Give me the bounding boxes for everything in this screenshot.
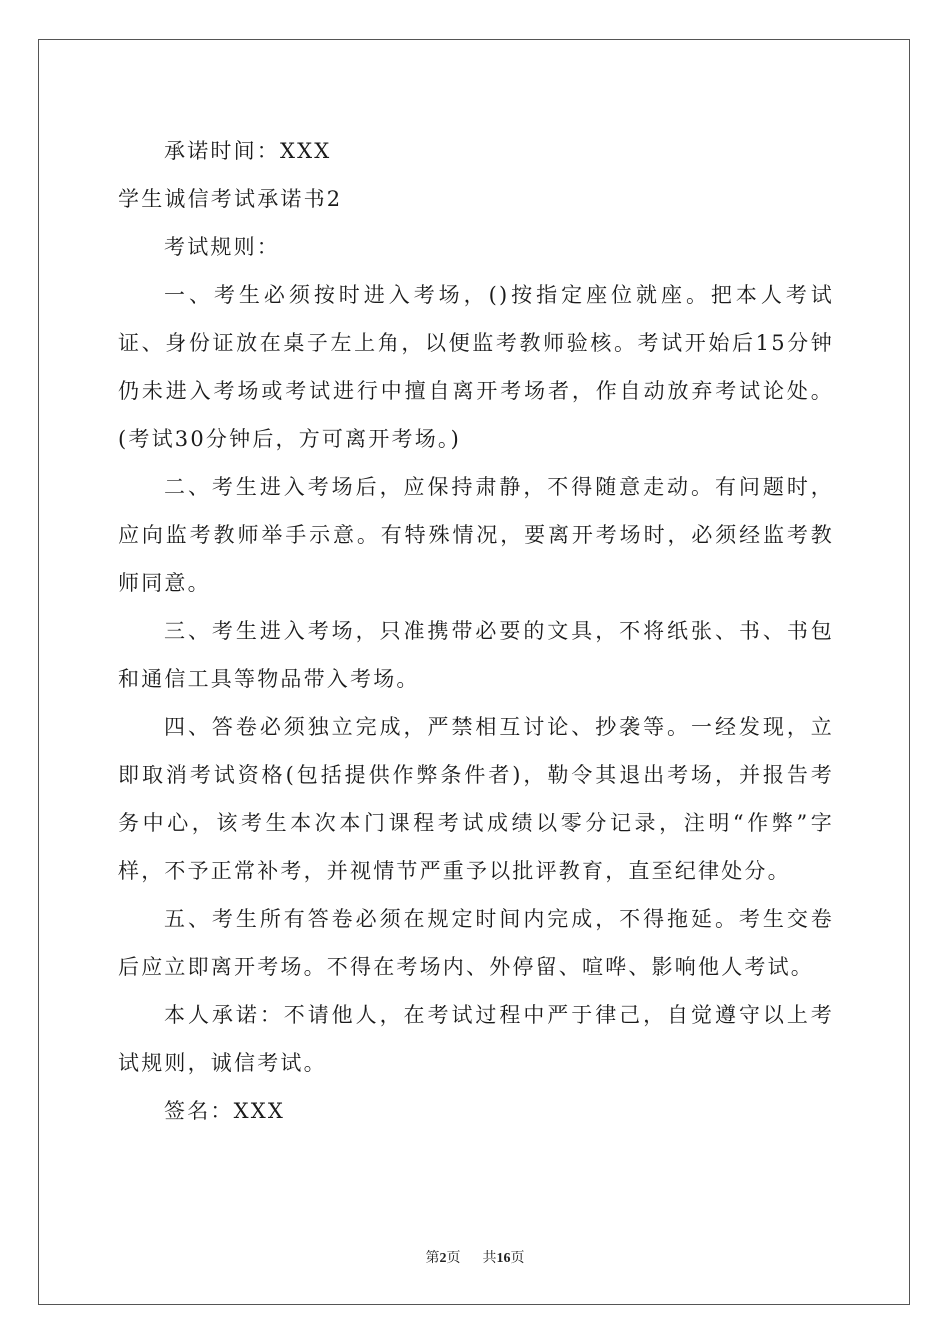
rule-2: 二、考生进入考场后，应保持肃静，不得随意走动。有问题时，应向监考教师举手示意。有特殊情况，要离开考场时，必须经监考教师同意。 (118, 475, 834, 595)
page-number: 2 (439, 1251, 447, 1266)
page-footer (0, 1247, 950, 1267)
total-suffix: 页 (510, 1250, 525, 1266)
total-pages: 16 (496, 1251, 511, 1266)
rule-4: 四、答卷必须独立完成，严禁相互讨论、抄袭等。一经发现，立即取消考试资格(包括提供作弊条件者)，勒令其退出考场，并报告考务中心，该考生本次本门课程考试成绩以零分记录，注明“作弊”字样，不予正常补考，并视情节严重予以批评教育，直至纪律处分。 (118, 715, 834, 883)
rule-1: 一、考生必须按时进入考场，()按指定座位就座。把本人考试证、身份证放在桌子左上角，以便监考教师验核。考试开始后15分钟仍未进入考场或考试进行中擅自离开考场者，作自动放弃考试论处。(考试30分钟后，方可离开考场。) (118, 283, 834, 451)
document-body (118, 127, 834, 1135)
rule-3: 三、考生进入考场，只准携带必要的文具，不将纸张、书、书包和通信工具等物品带入考场。 (118, 619, 834, 691)
rules-heading: 考试规则： (164, 235, 280, 259)
page-suffix: 页 (446, 1250, 461, 1266)
page-prefix: 第 (425, 1250, 440, 1266)
personal-commitment: 本人承诺：不请他人，在考试过程中严于律己，自觉遵守以上考试规则，诚信考试。 (118, 1003, 834, 1075)
document-title: 学生诚信考试承诺书2 (118, 187, 343, 211)
commitment-time: 承诺时间：XXX (164, 139, 332, 163)
total-prefix: 共 (482, 1250, 497, 1266)
rule-5: 五、考生所有答卷必须在规定时间内完成，不得拖延。考生交卷后应立即离开考场。不得在考场内、外停留、喧哗、影响他人考试。 (118, 907, 834, 979)
signature-line: 签名：XXX (164, 1099, 286, 1123)
